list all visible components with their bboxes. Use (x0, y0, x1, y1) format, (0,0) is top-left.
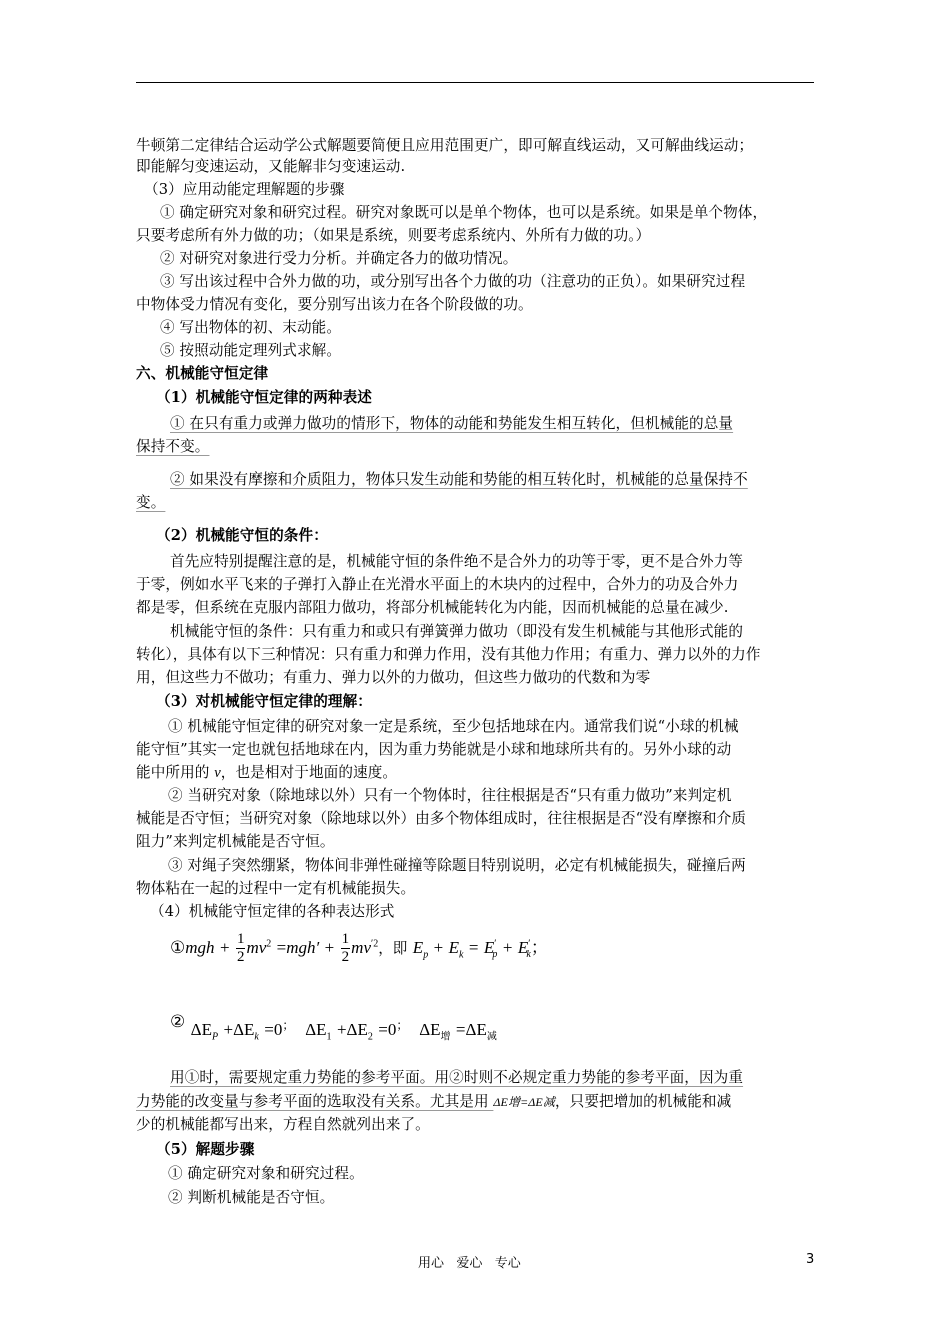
delta-energy: ΔE (233, 1020, 255, 1039)
subsection-heading: （2）机械能守恒的条件： (156, 527, 328, 544)
footer-motto: 用心 爱心 专心 (418, 1256, 521, 1271)
fraction-one-half (236, 932, 246, 965)
formula-term: 0 (273, 1020, 283, 1039)
delta-energy: ΔE (305, 1020, 327, 1039)
formula-operator: = (455, 1020, 466, 1039)
list-item: ③ 对绳子突然绷紧，物体间非弹性碰撞等除题目特别说明，必定有机械能损失，碰撞后两 (168, 857, 746, 874)
fraction-denominator: 2 (236, 949, 245, 965)
formula-subscript: k (254, 1031, 259, 1043)
formula-subscript: 增 (440, 1031, 451, 1043)
formula-punctuation: ； (530, 938, 548, 957)
text-segment: 能中所用的 (136, 764, 215, 781)
formula-marker: ① (170, 938, 186, 957)
text-segment: ，只要把增加的机械能和减 (554, 1093, 732, 1110)
formula-prime: ′ (494, 938, 497, 950)
formula-marker: ② (170, 1012, 186, 1031)
formula-operator: + (336, 1020, 347, 1039)
text-line: 用①时，需要规定重力势能的参考平面。用②时则不必规定重力势能的参考平面，因为重 (170, 1069, 744, 1086)
text-line: 只要考虑所有外力做的功；（如果是系统，则要考虑系统内、外所有力做的功。） (136, 227, 651, 244)
text-line: 变。 (136, 494, 166, 511)
list-item: ① 机械能守恒定律的研究对象一定是系统，至少包括地球在内。通常我们说“小球的机械 (168, 718, 739, 735)
formula-punctuation: ； (396, 1018, 409, 1032)
formula-operator: + (223, 1020, 234, 1039)
formula-term: mv (351, 938, 371, 957)
inline-formula: ΔE增=ΔE减 (493, 1095, 555, 1109)
list-item: ② 如果没有摩擦和介质阻力，物体只发生动能和势能的相互转化时，机械能的总量保持不 (170, 471, 748, 488)
text-segment: ，也是相对于地面的速度。 (220, 764, 398, 781)
formula-subscript: p (492, 949, 498, 961)
fraction-denominator: 2 (341, 949, 350, 965)
subsection-heading: （5）解题步骤 (156, 1141, 255, 1158)
subsection-heading: （3）应用动能定理解题的步骤 (144, 181, 345, 198)
list-item: ② 当研究对象（除地球以外）只有一个物体时，往往根据是否“只有重力做功”来判定机 (168, 787, 732, 804)
page-number: 3 (806, 1252, 815, 1267)
energy-symbol: E (448, 938, 459, 957)
text-line: 械能是否守恒；当研究对象（除地球以外）由多个物体组成时，往往根据是否“没有摩擦和介质 (136, 810, 747, 827)
text-segment: 力势能的改变量与参考平面的选取没有关系。尤其是用 (136, 1093, 494, 1110)
formula-subscript: 减 (486, 1031, 497, 1043)
list-item: ② 对研究对象进行受力分析。并确定各力的做功情况。 (160, 250, 518, 267)
energy-conservation-formula-2 (170, 1012, 497, 1043)
text-line: 中物体受力情况有变化，要分别写出该力在各个阶段做的功。 (136, 296, 533, 313)
formula-term: mv (246, 938, 267, 957)
formula-punctuation: ； (282, 1018, 295, 1032)
list-item: ⑤ 按照动能定理列式求解。 (160, 342, 342, 359)
formula-operator: = (468, 938, 479, 957)
text-line: 牛顿第二定律结合运动学公式解题要简便且应用范围更广，即可解直线运动，又可解曲线运动； (136, 137, 754, 154)
list-item: ① 确定研究对象和研究过程。 (168, 1165, 364, 1182)
text-line: 少的机械能都写出来，方程自然就列出来了。 (136, 1116, 430, 1133)
text-line: 都是零，但系统在克服内部阻力做功，将部分机械能转化为内能，因而机械能的总量在减少. (136, 599, 729, 616)
velocity-symbol: v (214, 765, 221, 781)
fraction-numerator: 1 (236, 931, 245, 947)
formula-subscript: k (458, 949, 464, 961)
energy-symbol: E (483, 938, 495, 957)
formula-conjunction: ，即 (378, 940, 408, 957)
text-line (136, 1092, 731, 1112)
formula-prime: ′ (528, 938, 531, 950)
formula-operator: + (433, 938, 444, 957)
fraction-numerator: 1 (341, 931, 350, 947)
text-line: 保持不变。 (136, 438, 210, 455)
formula-term: mgh′ (286, 938, 320, 957)
text-line: 物体粘在一起的过程中一定有机械能损失。 (136, 880, 416, 897)
text-line: 转化），具体有以下三种情况：只有重力和弹力作用，没有其他力作用；有重力、弹力以外的力作 (136, 646, 761, 663)
fraction-one-half (341, 932, 351, 965)
formula-term: mgh (185, 938, 215, 957)
text-line: 首先应特别提醒注意的是，机械能守恒的条件绝不是合外力的功等于零，更不是合外力等 (170, 553, 744, 570)
delta-energy: ΔE (419, 1020, 441, 1039)
list-item: ① 在只有重力或弹力做功的情形下，物体的动能和势能发生相互转化，但机械能的总量 (170, 415, 734, 432)
list-item: ② 判断机械能是否守恒。 (168, 1189, 335, 1206)
list-item: ④ 写出物体的初、末动能。 (160, 319, 342, 336)
delta-energy: ΔE (465, 1020, 487, 1039)
text-line: 即能解匀变速运动，又能解非匀变速运动. (136, 158, 406, 175)
text-line: 于零，例如水平飞来的子弹打入静止在光滑水平面上的木块内的过程中，合外力的功及合外力 (136, 576, 739, 593)
text-line (136, 763, 397, 783)
formula-operator: = (378, 1020, 388, 1039)
subsection-heading: （3）对机械能守恒定律的理解： (156, 693, 372, 710)
text-line: 阻力”来判定机械能是否守恒。 (136, 833, 335, 850)
text-line: 用，但这些力不做功；有重力、弹力以外的力做功，但这些力做功的代数和为零 (136, 669, 651, 686)
formula-subscript: p (423, 949, 429, 961)
section-heading: 六、机械能守恒定律 (136, 365, 269, 382)
delta-energy: ΔE (346, 1020, 368, 1039)
subsection-heading: （1）机械能守恒定律的两种表述 (156, 389, 372, 406)
formula-operator: + (324, 938, 335, 957)
formula-subscript: 1 (326, 1031, 332, 1043)
formula-operator: + (219, 938, 230, 957)
formula-operator: = (276, 938, 287, 957)
formula-operator: = (264, 1020, 274, 1039)
formula-exponent: 2 (266, 938, 272, 950)
header-rule (136, 82, 814, 83)
energy-symbol: E (412, 938, 424, 957)
formula-operator: + (502, 938, 513, 957)
formula-subscript: 2 (367, 1031, 373, 1043)
text-line: 机械能守恒的条件：只有重力和或只有弹簧弹力做功（即没有发生机械能与其他形式能的 (170, 623, 744, 640)
energy-conservation-formula-1 (170, 932, 548, 965)
subsection-heading: （4）机械能守恒定律的各种表达形式 (150, 903, 395, 920)
delta-energy: ΔE (190, 1020, 212, 1039)
formula-exponent: ′2 (371, 938, 379, 950)
formula-subscript: k (526, 949, 531, 961)
list-item: ③ 写出该过程中合外力做的功，或分别写出各个力做的功（注意功的正负）。如果研究过程 (160, 273, 746, 290)
formula-subscript: P (211, 1031, 219, 1043)
text-line: 能守恒”其实一定也就包括地球在内，因为重力势能就是小球和地球所共有的。另外小球的动 (136, 741, 732, 758)
energy-symbol: E (517, 938, 529, 957)
formula-term: 0 (387, 1020, 397, 1039)
list-item: ① 确定研究对象和研究过程。研究对象既可以是单个物体，也可以是系统。如果是单个物体， (160, 204, 768, 221)
